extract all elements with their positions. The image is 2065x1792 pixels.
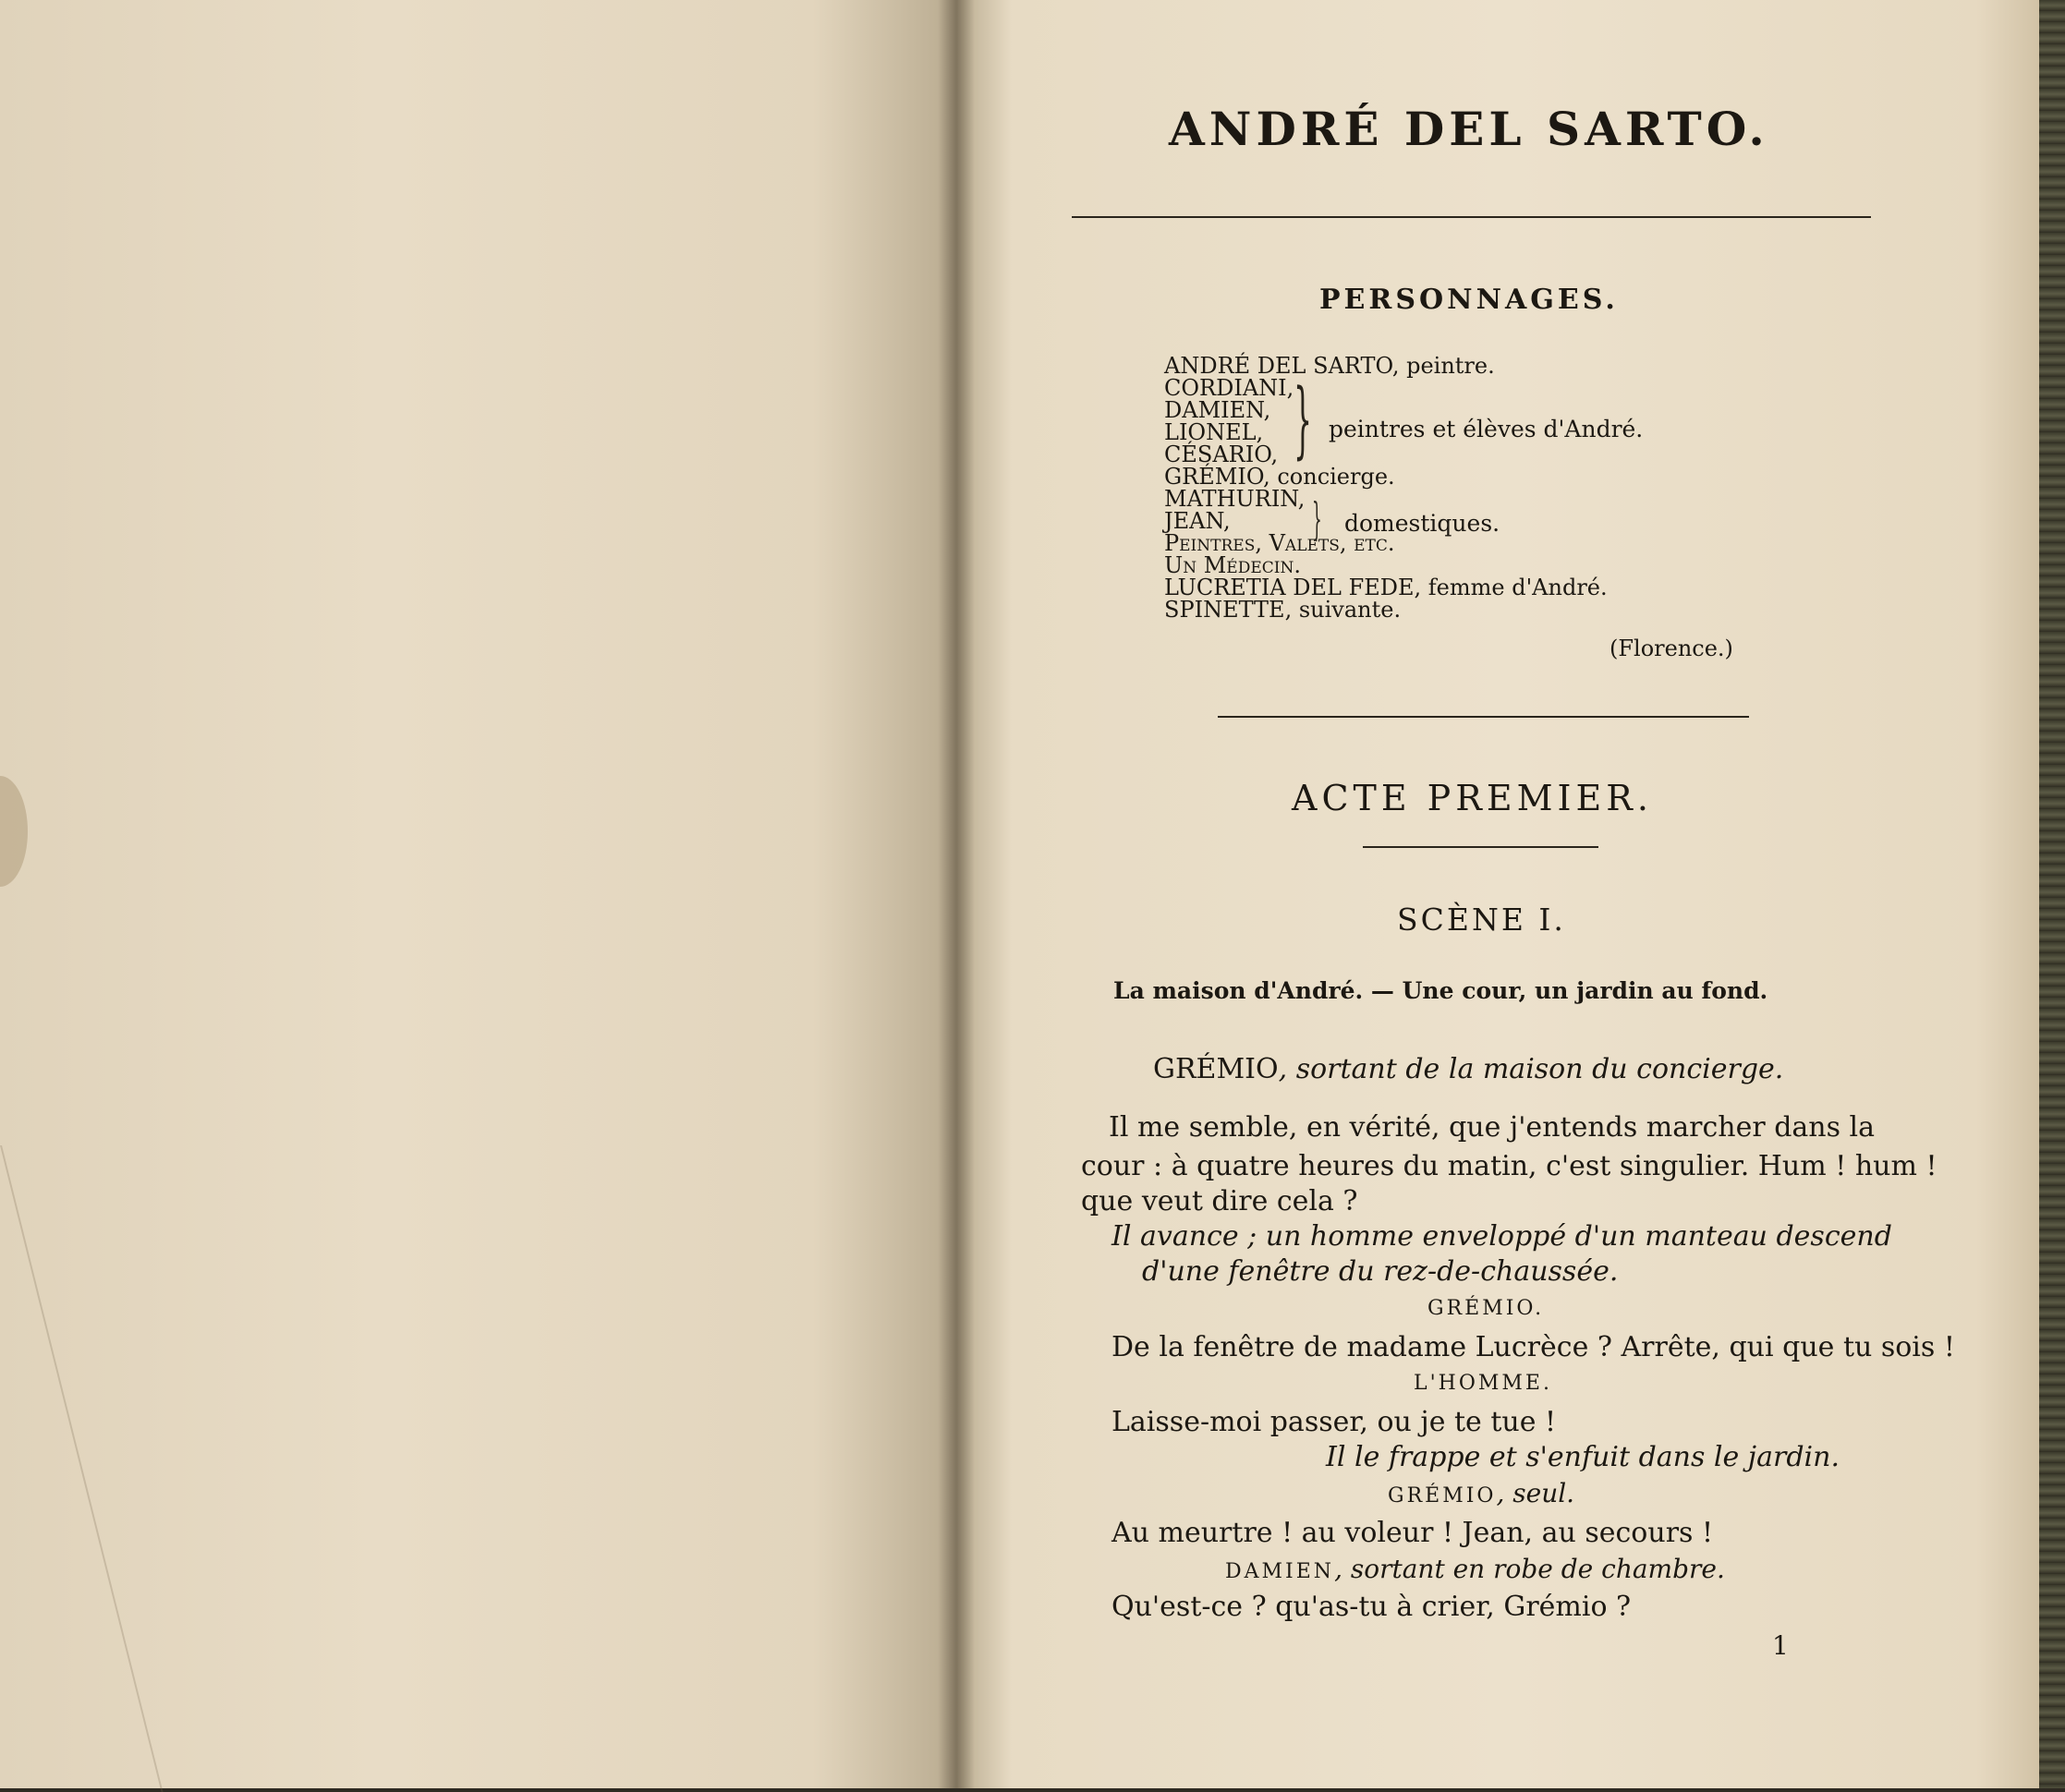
stage-direction: , sortant de la maison du concierge. xyxy=(1278,1053,1784,1085)
cast-entry: DAMIEN, xyxy=(1164,397,1271,423)
page-number: 1 xyxy=(1772,1630,1789,1661)
dialogue-line: Laisse-moi passer, ou je te tue ! xyxy=(1111,1406,1557,1438)
cast-list xyxy=(1164,353,1608,623)
speaker-line xyxy=(1388,1478,1574,1508)
cast-entry: CORDIANI, xyxy=(1164,375,1294,401)
cast-entry: Peintres, Valets, etc. xyxy=(1164,530,1395,556)
speaker-line xyxy=(1153,1053,1783,1085)
speaker-name: GRÉMIO xyxy=(1388,1484,1497,1507)
brace-painters: } xyxy=(1294,371,1313,468)
dialogue-line: Au meurtre ! au voleur ! Jean, au secours ! xyxy=(1111,1517,1714,1549)
page-crease xyxy=(0,1145,367,1792)
brace-servants: } xyxy=(1312,493,1322,545)
speaker-name: GRÉMIO xyxy=(1153,1053,1279,1085)
scene-setting: La maison d'André. — Une cour, un jardin au fond. xyxy=(1113,977,1768,1004)
book-cover-edge xyxy=(2039,0,2065,1788)
play-title: ANDRÉ DEL SARTO. xyxy=(1169,102,1769,156)
stage-direction: d'une fenêtre du rez-de-chaussée. xyxy=(1142,1255,1619,1288)
cast-entry: GRÉMIO, concierge. xyxy=(1164,464,1395,490)
stage-direction: Il avance ; un homme enveloppé d'un manteau descend xyxy=(1111,1220,1892,1253)
speaker-name: DAMIEN xyxy=(1225,1560,1335,1583)
dialogue-line: De la fenêtre de madame Lucrèce ? Arrête, qui que tu sois ! xyxy=(1111,1331,1955,1363)
cast-entry: MATHURIN, xyxy=(1164,486,1306,512)
cast-entry: Un Médecin. xyxy=(1164,552,1301,578)
personnages-heading: PERSONNAGES. xyxy=(1319,284,1619,316)
section-rule xyxy=(1218,716,1749,718)
left-page-blank-verso xyxy=(0,0,956,1788)
cast-entry: JEAN, xyxy=(1164,508,1231,534)
speaker-line xyxy=(1225,1554,1725,1584)
dialogue-line: Qu'est-ce ? qu'as-tu à crier, Grémio ? xyxy=(1111,1591,1632,1623)
stage-direction: , sortant en robe de chambre. xyxy=(1334,1554,1725,1584)
cast-entry: ANDRÉ DEL SARTO, peintre. xyxy=(1164,353,1495,379)
painters-group-label: peintres et élèves d'André. xyxy=(1329,416,1644,442)
setting-place: (Florence.) xyxy=(1609,636,1733,661)
act-heading: ACTE PREMIER. xyxy=(1292,778,1653,818)
stage-direction: Il le frappe et s'enfuit dans le jardin. xyxy=(1326,1441,1840,1473)
dialogue-line: Il me semble, en vérité, que j'entends marcher dans la xyxy=(1109,1111,1876,1144)
dialogue-line: que veut dire cela ? xyxy=(1081,1185,1358,1217)
dialogue-line: cour : à quatre heures du matin, c'est singulier. Hum ! hum ! xyxy=(1081,1150,1937,1182)
servants-group-label: domestiques. xyxy=(1344,510,1500,537)
book-gutter xyxy=(938,0,975,1788)
act-rule xyxy=(1363,846,1598,848)
scene-heading: SCÈNE I. xyxy=(1397,902,1566,938)
cast-entry: LUCRETIA DEL FEDE, femme d'André. xyxy=(1164,575,1608,600)
cast-entry: SPINETTE, suivante. xyxy=(1164,597,1402,623)
page-stain xyxy=(0,776,28,887)
cast-entry: LIONEL, xyxy=(1164,419,1264,445)
stage-direction: , seul. xyxy=(1496,1478,1575,1508)
cast-entry: CÉSARIO, xyxy=(1164,442,1279,467)
speaker-name: L'HOMME. xyxy=(1414,1372,1552,1395)
speaker-name: GRÉMIO. xyxy=(1427,1297,1545,1320)
title-rule xyxy=(1072,216,1871,218)
